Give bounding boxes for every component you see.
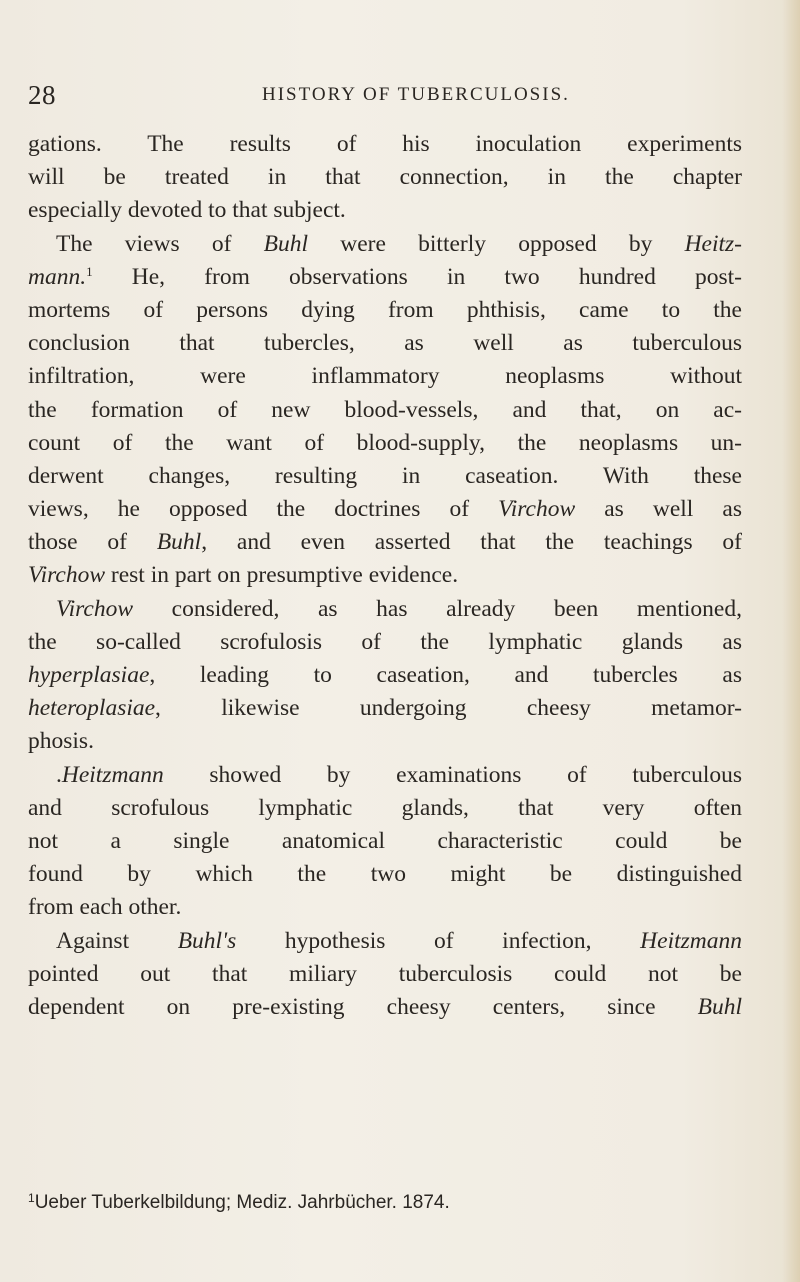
page-edge-shading [782, 0, 800, 1282]
text-line: pointed out that miliary tuberculosis could not be [28, 960, 742, 987]
text-line: and scrofulous lymphatic glands, that very often [28, 794, 742, 821]
name-heitzmann: Heitz- [684, 230, 742, 257]
name-heitzmann: Heitzmann [61, 761, 164, 788]
name-buhl: Buhl [156, 529, 202, 556]
footnote-marker: 1 [86, 263, 93, 279]
running-head: HISTORY OF TUBERCULOSIS. [262, 84, 570, 105]
footnote-number: 1 [28, 1191, 35, 1205]
text-line: found by which the two might be distinguished [28, 861, 742, 888]
term-heteroplasiae: heteroplasiae [28, 695, 156, 722]
text-line: .Heitzmann showed by examinations of tuberculous [56, 761, 742, 788]
footnote [28, 1192, 742, 1214]
text-line: from each other. [28, 894, 182, 921]
name-heitzmann: Heitzmann [640, 927, 742, 954]
text-line: derwent changes, resulting in caseation. With these [28, 462, 742, 489]
text-line: mann.$^1$ He, from observations in two hundred post- [28, 263, 742, 290]
text-line: especially devoted to that subject. [28, 197, 346, 224]
name-virchow: Virchow [56, 595, 134, 622]
text-line: Against Buhl's hypothesis of infection, Heitzmann [56, 927, 742, 954]
text-line: the so-called scrofulosis of the lymphatic glands as [28, 628, 742, 655]
text-line: phosis. [28, 728, 94, 755]
text-line: The views of Buhl were bitterly opposed by Heitz- [56, 230, 742, 257]
text-line: Virchow considered, as has already been mentioned, [56, 595, 742, 622]
name-buhl: Buhl [697, 993, 742, 1020]
text-line: infiltration, were inflammatory neoplasms without [28, 363, 742, 390]
text-line: not a single anatomical characteristic could be [28, 827, 742, 854]
text-line: will be treated in that connection, in the chapter [28, 164, 742, 191]
name-buhl: Buhl [263, 230, 309, 257]
body-text [28, 128, 742, 1024]
text-line: those of Buhl, and even asserted that the teachings of [28, 529, 742, 556]
name-virchow: Virchow [28, 562, 106, 589]
name-buhl: Buhl's [177, 927, 237, 954]
text-line: dependent on pre-existing cheesy centers, since Buhl [28, 993, 742, 1020]
text-line: hyperplasiae, leading to caseation, and tubercles as [28, 662, 742, 688]
text-line: the formation of new blood-vessels, and that, on ac- [28, 396, 742, 423]
text-line: mortems of persons dying from phthisis, came to the [28, 296, 742, 323]
text-line: heteroplasiae, likewise undergoing cheesy metamor- [28, 695, 742, 722]
text-line: count of the want of blood-supply, the neoplasms un- [28, 429, 742, 456]
name-virchow: Virchow [498, 496, 576, 523]
text-line: conclusion that tubercles, as well as tuberculous [28, 330, 742, 357]
text-line: gations. The results of his inoculation experiments [28, 131, 742, 157]
footnote-text: Ueber Tuberkelbildung; Mediz. Jahrbücher. 1874. [34, 1192, 450, 1213]
text-line: views, he opposed the doctrines of Virchow as well as [28, 496, 742, 523]
text-line: Virchow rest in part on presumptive evidence. [28, 562, 459, 589]
page-header [28, 80, 768, 114]
term-hyperplasiae: hyperplasiae [28, 662, 150, 688]
page-number: 28 [28, 80, 56, 110]
